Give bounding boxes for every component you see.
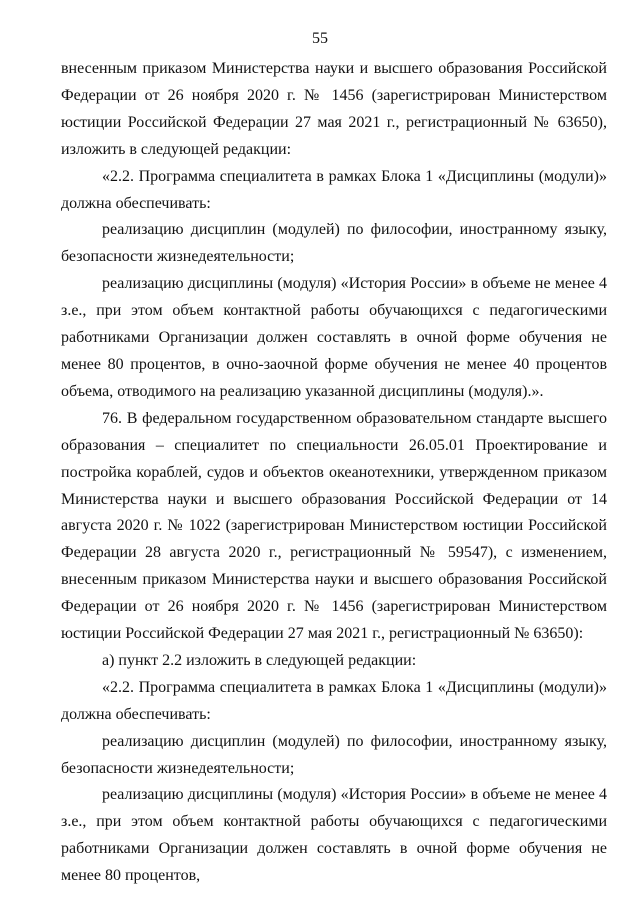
paragraph-program-2-2: «2.2. Программа специалитета в рамках Блока 1 «Дисциплины (модули)» должна обеспечивать:	[61, 167, 607, 212]
page-number: 55	[312, 30, 328, 47]
paragraph-program-2-2-repeat: «2.2. Программа специалитета в рамках Блока 1 «Дисциплины (модули)» должна обеспечивать:	[61, 678, 607, 723]
paragraph-disciplines-repeat: реализацию дисциплин (модулей) по философии, иностранному языку, безопасности жизнедеятельности;	[61, 732, 607, 777]
document-body	[61, 56, 607, 890]
paragraph-history-of-russia: реализацию дисциплины (модуля) «История России» в объеме не менее 4 з.е., при этом объем контактной работы обучающихся с педагогическими работниками Организации должен составлять в очной форме обучения не менее 80 процентов, в очно-заочной форме обучения не менее 40 процентов объема, отводимого на реализацию указанной дисциплины (модуля).».	[61, 275, 607, 400]
paragraph-item-76: 76. В федеральном государственном образовательном стандарте высшего образования – специалитет по специальности 26.05.01 Проектирование и постройка кораблей, судов и объектов океанотехники, утвержденном приказом Министерства науки и высшего образования Российской Федерации от 14 августа 2020 г. № 1022 (зарегистрирован Министерством юстиции Российской Федерации 28 августа 2020 г., регистрационный № 59547), с изменением, внесенным приказом Министерства науки и высшего образования Российской Федерации от 26 ноября 2020 г. № 1456 (зарегистрирован Министерством юстиции Российской Федерации 27 мая 2021 г., регистрационный № 63650):	[61, 409, 607, 643]
paragraph-continuation: внесенным приказом Министерства науки и высшего образования Российской Федерации от 26 ноября 2020 г. № 1456 (зарегистрирован Министерством юстиции Российской Федерации 27 мая 2021 г., регистрационный № 63650), изложить в следующей редакции:	[61, 60, 607, 158]
paragraph-history-of-russia-repeat: реализацию дисциплины (модуля) «История России» в объеме не менее 4 з.е., при этом объем контактной работы обучающихся с педагогическими работниками Организации должен составлять в очной форме обучения не менее 80 процентов,	[61, 786, 607, 885]
paragraph-subitem-a: а) пункт 2.2 изложить в следующей редакции:	[102, 651, 417, 669]
paragraph-disciplines: реализацию дисциплин (модулей) по философии, иностранному языку, безопасности жизнедеятельности;	[61, 221, 607, 266]
